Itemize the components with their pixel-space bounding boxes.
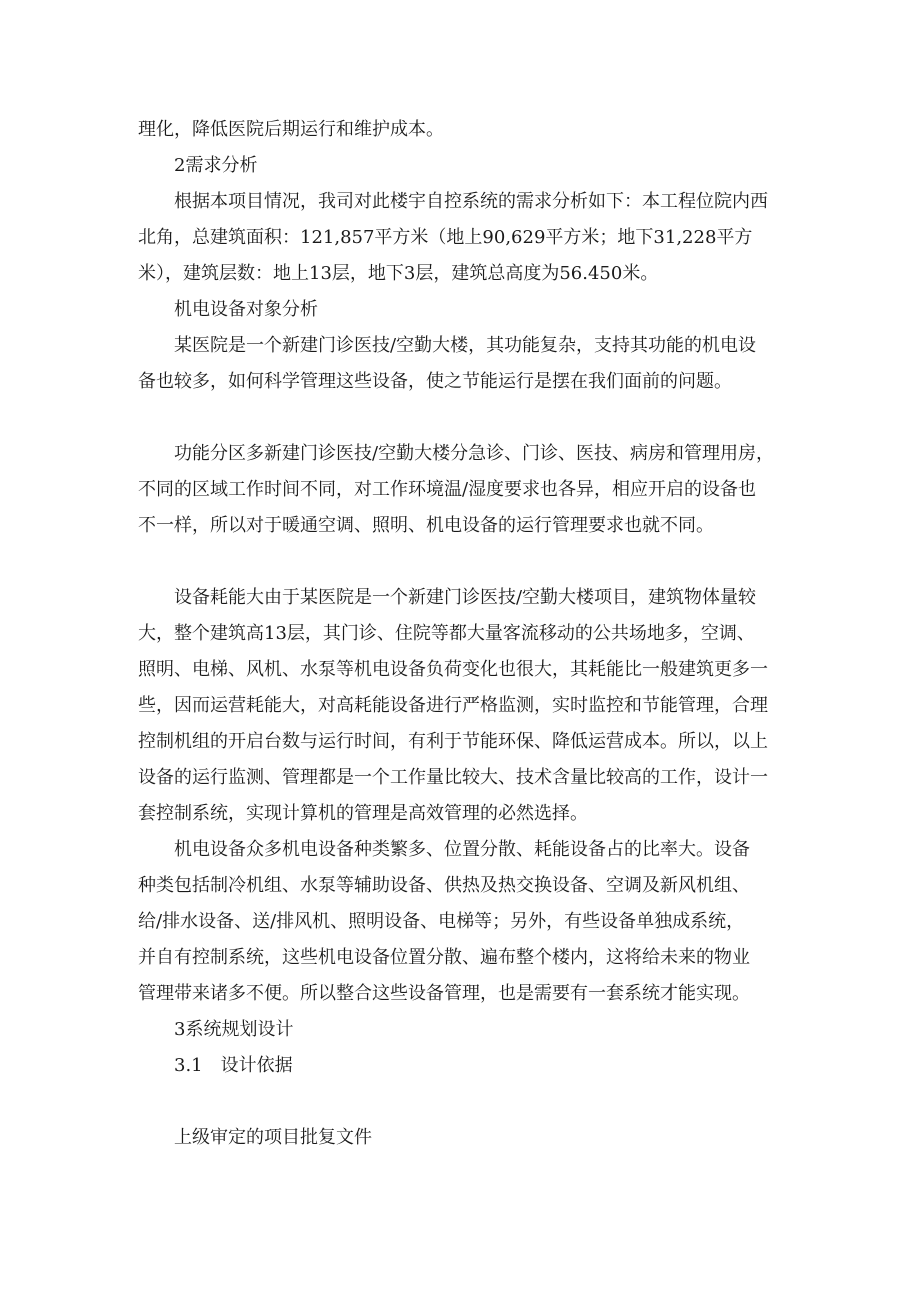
paragraph-line: 上级审定的项目批复文件 <box>174 1127 372 1148</box>
section-heading-3: 3系统规划设计 <box>174 1019 294 1040</box>
paragraph-line: 理化，降低医院后期运行和维护成本。 <box>138 119 444 140</box>
paragraph-line: 些，因而运营耗能大，对高耗能设备进行严格监测，实时监控和节能管理，合理 <box>138 695 768 716</box>
section-heading-3-1: 3.1 设计依据 <box>174 1055 293 1076</box>
paragraph-line: 备也较多，如何科学管理这些设备，使之节能运行是摆在我们面前的问题。 <box>138 371 732 392</box>
paragraph-line: 给/排水设备、送/排风机、照明设备、电梯等；另外，有些设备单独成系统， <box>138 911 745 932</box>
paragraph-line: 设备耗能大由于某医院是一个新建门诊医技/空勤大楼项目，建筑物体量较 <box>174 587 757 608</box>
paragraph-line: 不一样，所以对于暖通空调、照明、机电设备的运行管理要求也就不同。 <box>138 515 714 536</box>
section-heading-2: 2需求分析 <box>174 155 258 176</box>
paragraph-line: 控制机组的开启台数与运行时间，有利于节能环保、降低运营成本。所以，以上 <box>138 731 768 752</box>
paragraph-line: 管理带来诸多不便。所以整合这些设备管理，也是需要有一套系统才能实现。 <box>138 983 750 1004</box>
paragraph-line: 种类包括制冷机组、水泵等辅助设备、供热及热交换设备、空调及新风机组、 <box>138 875 750 896</box>
paragraph-line: 并自有控制系统，这些机电设备位置分散、遍布整个楼内，这将给未来的物业 <box>138 947 750 968</box>
paragraph-line: 机电设备众多机电设备种类繁多、位置分散、耗能设备占的比率大。设备 <box>174 839 750 860</box>
paragraph-line: 不同的区域工作时间不同，对工作环境温/湿度要求也各异，相应开启的设备也 <box>138 479 757 500</box>
paragraph-line: 照明、电梯、风机、水泵等机电设备负荷变化也很大，其耗能比一般建筑更多一 <box>138 659 768 680</box>
paragraph-line: 根据本项目情况，我司对此楼宇自控系统的需求分析如下：本工程位院内西 <box>174 191 768 212</box>
paragraph-line: 北角，总建筑面积：121,857平方米（地上90,629平方米；地下31,228平方 <box>138 227 753 248</box>
paragraph-line: 套控制系统，实现计算机的管理是高效管理的必然选择。 <box>138 803 588 824</box>
paragraph-line: 大，整个建筑高13层，其门诊、住院等都大量客流移动的公共场地多，空调、 <box>138 623 755 644</box>
paragraph-line: 米），建筑层数：地上13层，地下3层，建筑总高度为56.450米。 <box>138 263 659 284</box>
subheading-equipment-analysis: 机电设备对象分析 <box>174 299 318 320</box>
paragraph-line: 设备的运行监测、管理都是一个工作量比较大、技术含量比较高的工作，设计一 <box>138 767 768 788</box>
paragraph-line: 功能分区多新建门诊医技/空勤大楼分急诊、门诊、医技、病房和管理用房， <box>174 443 775 464</box>
paragraph-line: 某医院是一个新建门诊医技/空勤大楼，其功能复杂，支持其功能的机电设 <box>174 335 757 356</box>
